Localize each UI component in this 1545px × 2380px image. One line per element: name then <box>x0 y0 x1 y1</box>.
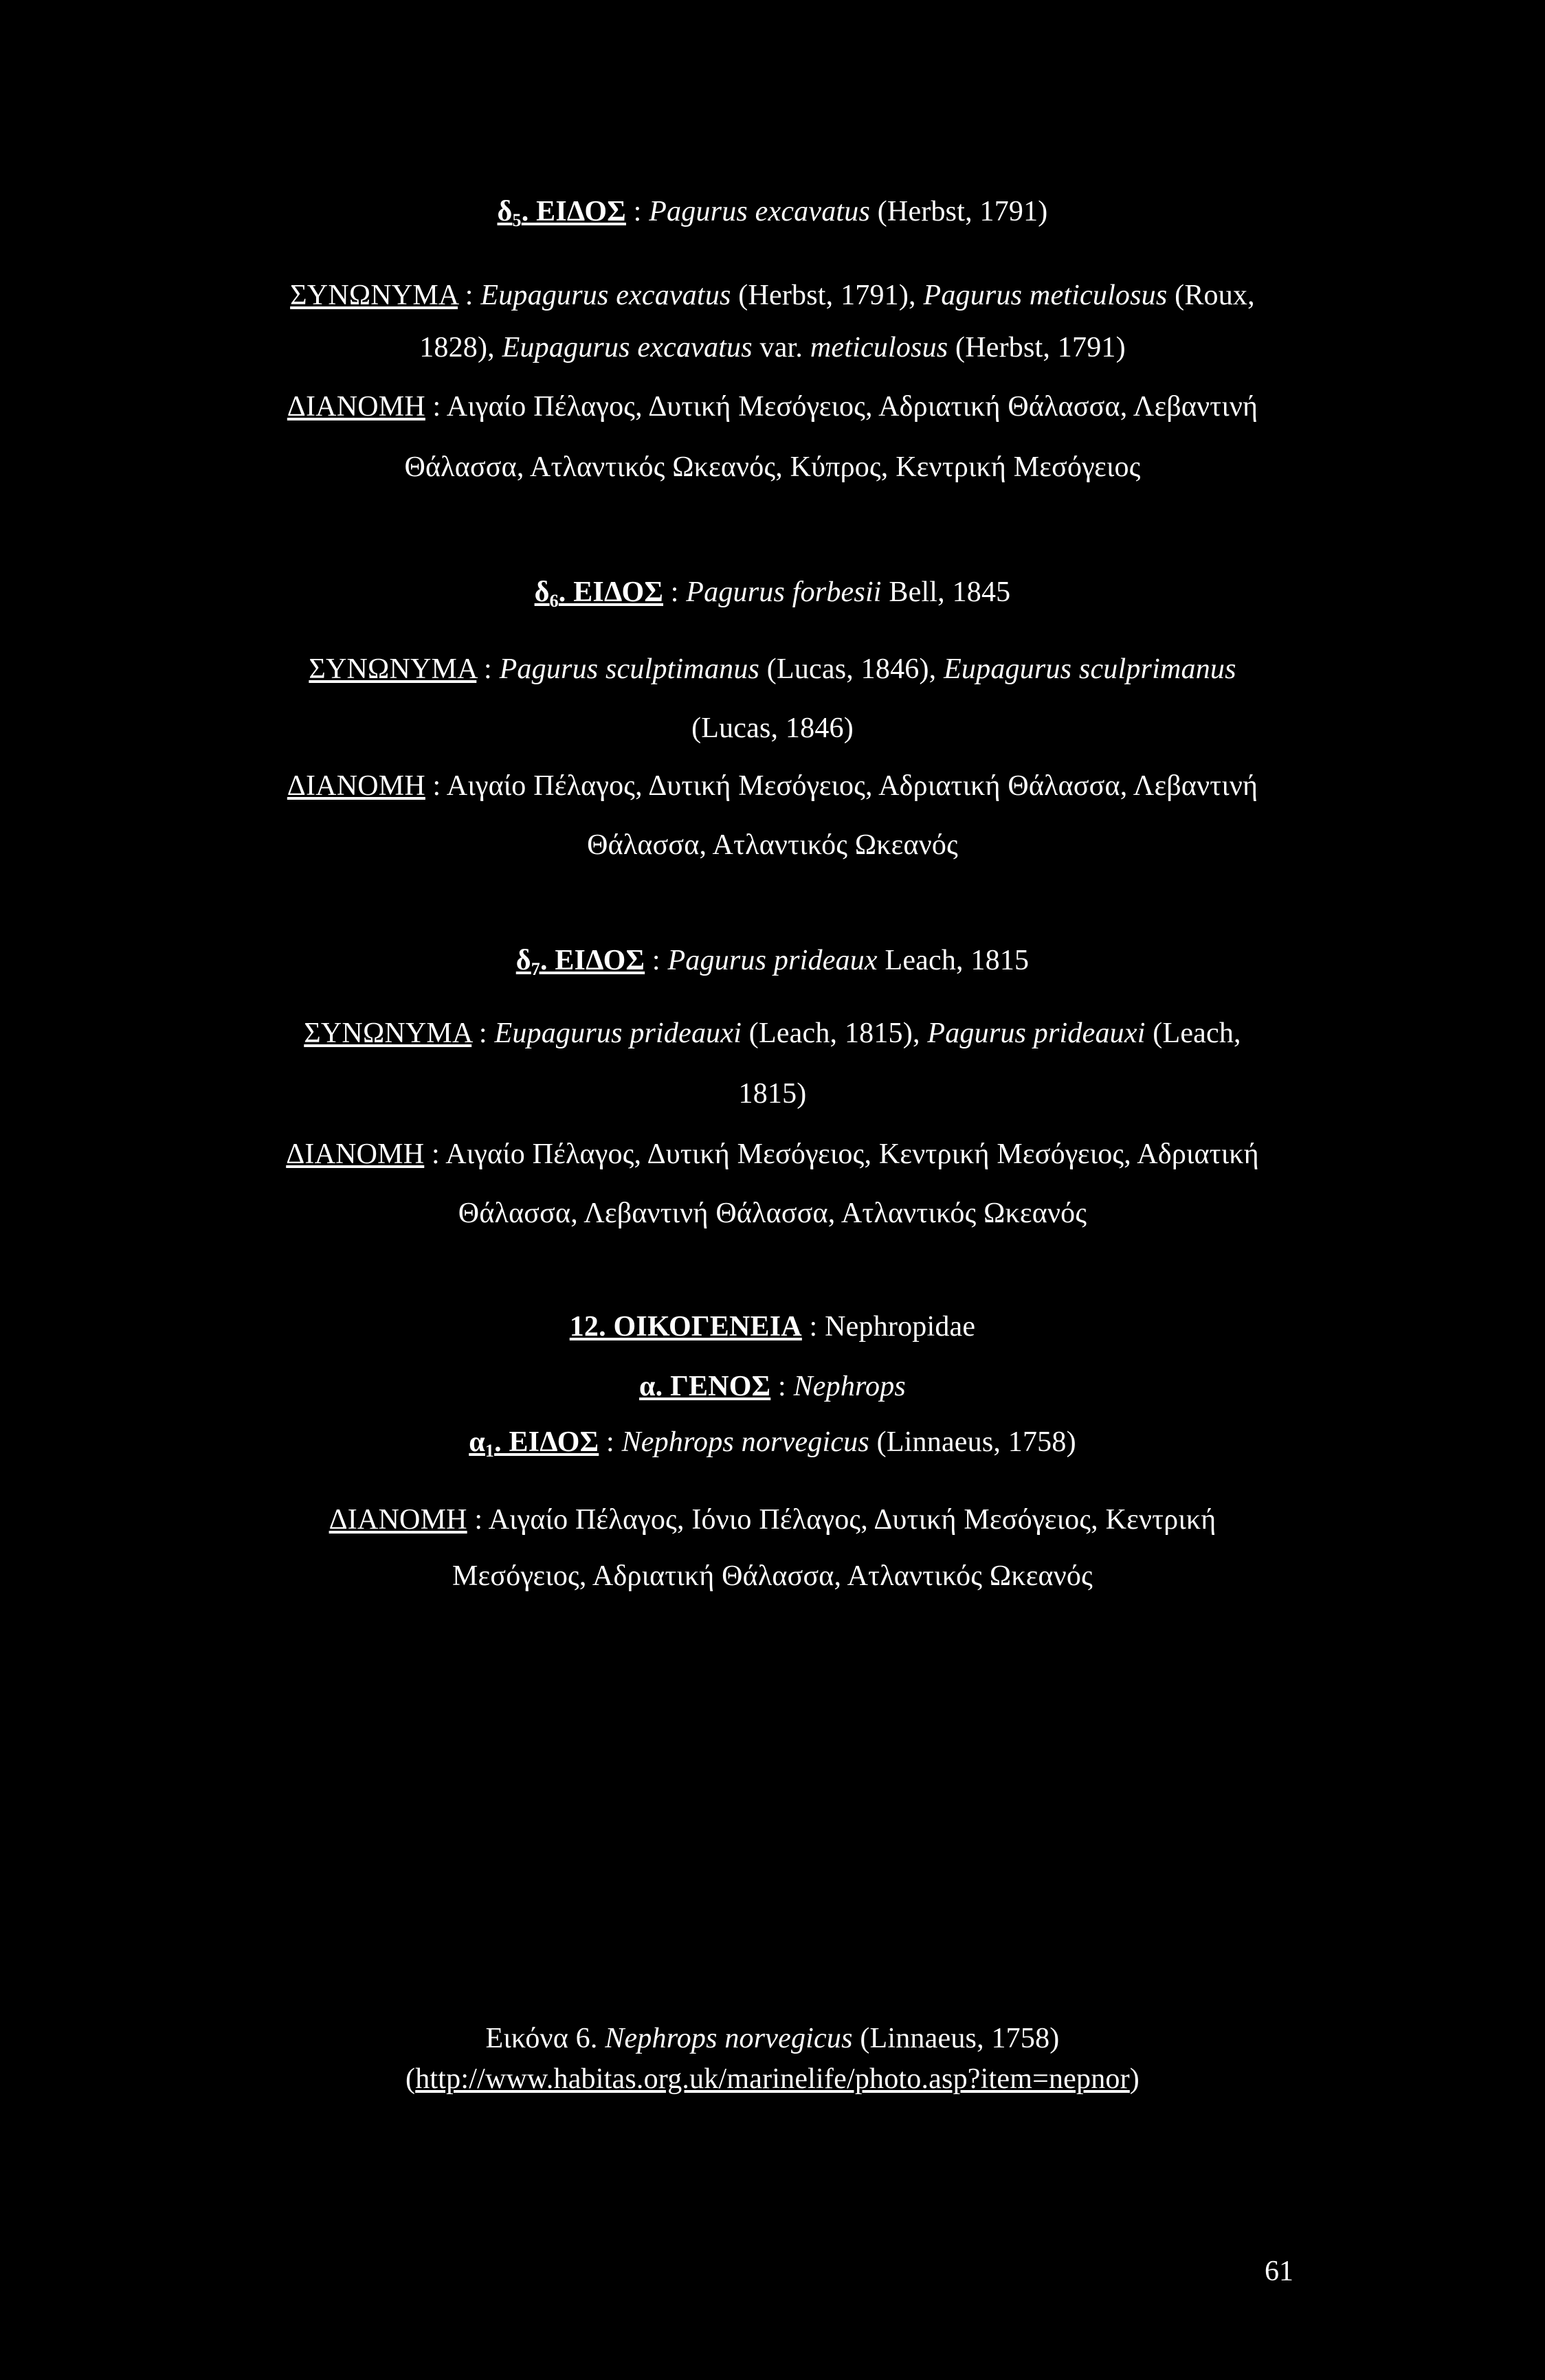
species-heading <box>0 941 1545 989</box>
distribution-line <box>0 388 1545 426</box>
species-label <box>515 945 645 979</box>
family-name: Nephropidae <box>825 1311 976 1343</box>
distribution-line <box>0 767 1545 805</box>
url-paren-open: ( <box>405 2063 416 2095</box>
italic-taxon: Pagurus sculptimanus <box>499 653 760 685</box>
species-author: Bell, 1845 <box>881 576 1011 608</box>
synonyms-line <box>0 650 1545 688</box>
distribution-line-continued <box>0 1557 1545 1595</box>
italic-taxon: Eupagurus prideauxi <box>494 1018 742 1049</box>
distribution-label: ΔΙΑΝΟΜΗ <box>329 1504 467 1536</box>
species-heading <box>0 192 1545 240</box>
distribution-label: ΔΙΑΝΟΜΗ <box>286 1138 425 1170</box>
plain-text: : <box>458 280 481 311</box>
label-prefix: δ <box>534 576 550 608</box>
distribution-label: ΔΙΑΝΟΜΗ <box>287 391 425 423</box>
distribution-text: : Αιγαίο Πέλαγος, Δυτική Μεσόγειος, Αδριατική Θάλασσα, Λεβαντινή <box>425 391 1258 423</box>
species-label <box>534 576 664 611</box>
caption-author: (Linnaeus, 1758) <box>852 2023 1060 2054</box>
synonyms-text <box>739 1078 807 1110</box>
distribution-text: Θάλασσα, Ατλαντικός Ωκεανός <box>587 829 958 861</box>
species-author: (Linnaeus, 1758) <box>869 1426 1076 1458</box>
italic-taxon: Eupagurus excavatus <box>480 280 731 311</box>
plain-text: : <box>471 1018 495 1049</box>
distribution-text: : Αιγαίο Πέλαγος, Ιόνιο Πέλαγος, Δυτική Μεσόγειος, Κεντρική <box>467 1504 1216 1536</box>
synonyms-line-continued <box>0 709 1545 748</box>
caption-url-link[interactable]: http://www.habitas.org.uk/marinelife/photo.asp?item=nepnor <box>415 2063 1130 2095</box>
label-prefix: α <box>469 1426 485 1458</box>
caption-prefix: Εικόνα 6. <box>485 2023 605 2054</box>
synonyms-text <box>419 332 1126 363</box>
distribution-text: : Αιγαίο Πέλαγος, Δυτική Μεσόγειος, Κεντρική Μεσόγειος, Αδριατική <box>424 1138 1259 1170</box>
url-paren-close: ) <box>1129 2063 1140 2095</box>
synonyms-label: ΣΥΝΩΝΥΜΑ <box>309 653 477 685</box>
species-heading <box>0 573 1545 620</box>
separator: : <box>770 1371 794 1402</box>
plain-text: (Lucas, 1846) <box>691 712 854 744</box>
synonyms-line-continued <box>0 1075 1545 1113</box>
synonyms-text <box>458 280 1255 311</box>
species-name: Pagurus prideaux <box>667 945 878 976</box>
separator: : <box>599 1426 622 1458</box>
genus-heading <box>0 1367 1545 1406</box>
plain-text: (Leach, <box>1145 1018 1241 1049</box>
species-label <box>497 196 626 230</box>
label-subscript: 5 <box>512 210 522 230</box>
plain-text: (Leach, 1815), <box>742 1018 928 1049</box>
distribution-line-continued <box>0 448 1545 486</box>
label-subscript: 1 <box>485 1441 495 1461</box>
synonyms-text <box>471 1018 1241 1049</box>
separator: : <box>625 196 649 227</box>
label-subscript: 6 <box>549 591 559 611</box>
italic-taxon: Pagurus prideauxi <box>927 1018 1146 1049</box>
plain-text: (Roux, <box>1167 280 1255 311</box>
label-tail: . ΕΙΔΟΣ <box>558 576 664 608</box>
species-name: Pagurus excavatus <box>649 196 871 227</box>
plain-text: 1815) <box>738 1078 807 1110</box>
species-author: Leach, 1815 <box>877 945 1030 976</box>
separator: : <box>663 576 687 608</box>
label-tail: . ΕΙΔΟΣ <box>540 945 645 976</box>
genus-name: Nephrops <box>793 1371 906 1402</box>
family-label: 12. ΟΙΚΟΓΕΝΕΙΑ <box>569 1311 802 1343</box>
caption-species: Nephrops norvegicus <box>605 2023 853 2054</box>
italic-taxon: Pagurus meticulosus <box>923 280 1168 311</box>
species-name: Pagurus forbesii <box>686 576 882 608</box>
synonyms-label: ΣΥΝΩΝΥΜΑ <box>304 1018 472 1049</box>
distribution-text: Μεσόγειος, Αδριατική Θάλασσα, Ατλαντικός Ωκεανός <box>452 1560 1093 1592</box>
separator: : <box>801 1311 825 1343</box>
distribution-line <box>0 1501 1545 1539</box>
plain-text: var. <box>752 332 810 363</box>
distribution-text: Θάλασσα, Λεβαντινή Θάλασσα, Ατλαντικός Ωκεανός <box>458 1198 1087 1229</box>
distribution-line-continued <box>0 826 1545 864</box>
label-prefix: δ <box>515 945 531 976</box>
species-name: Nephrops norvegicus <box>621 1426 869 1458</box>
plain-text: (Herbst, 1791) <box>948 332 1126 363</box>
label-subscript: 7 <box>531 959 540 979</box>
label-tail: . ΕΙΔΟΣ <box>521 196 626 227</box>
distribution-line-continued <box>0 1194 1545 1233</box>
plain-text: (Lucas, 1846), <box>759 653 944 685</box>
plain-text: : <box>476 653 500 685</box>
synonyms-label: ΣΥΝΩΝΥΜΑ <box>290 280 458 311</box>
italic-taxon: Eupagurus sculprimanus <box>944 653 1236 685</box>
separator: : <box>645 945 668 976</box>
distribution-text: Θάλασσα, Ατλαντικός Ωκεανός, Κύπρος, Κεντρική Μεσόγειος <box>404 451 1141 483</box>
species-heading <box>0 1423 1545 1470</box>
synonyms-text <box>476 653 1236 685</box>
synonyms-line <box>0 1014 1545 1053</box>
label-prefix: δ <box>497 196 513 227</box>
genus-label: α. ΓΕΝΟΣ <box>639 1371 771 1402</box>
synonyms-line-continued <box>0 328 1545 367</box>
page-number: 61 <box>1265 2256 1293 2287</box>
plain-text: (Herbst, 1791), <box>731 280 924 311</box>
species-author: (Herbst, 1791) <box>870 196 1048 227</box>
family-heading <box>0 1307 1545 1346</box>
italic-taxon: meticulosus <box>810 332 948 363</box>
synonyms-line <box>0 276 1545 315</box>
distribution-line <box>0 1135 1545 1174</box>
caption-url-line <box>0 2060 1545 2098</box>
italic-taxon: Eupagurus excavatus <box>502 332 753 363</box>
distribution-text: : Αιγαίο Πέλαγος, Δυτική Μεσόγειος, Αδριατική Θάλασσα, Λεβαντινή <box>425 770 1258 802</box>
distribution-label: ΔΙΑΝΟΜΗ <box>287 770 425 802</box>
synonyms-text <box>691 712 854 744</box>
figure-caption <box>0 2019 1545 2058</box>
species-label <box>469 1426 599 1461</box>
label-tail: . ΕΙΔΟΣ <box>494 1426 599 1458</box>
plain-text: 1828), <box>419 332 502 363</box>
